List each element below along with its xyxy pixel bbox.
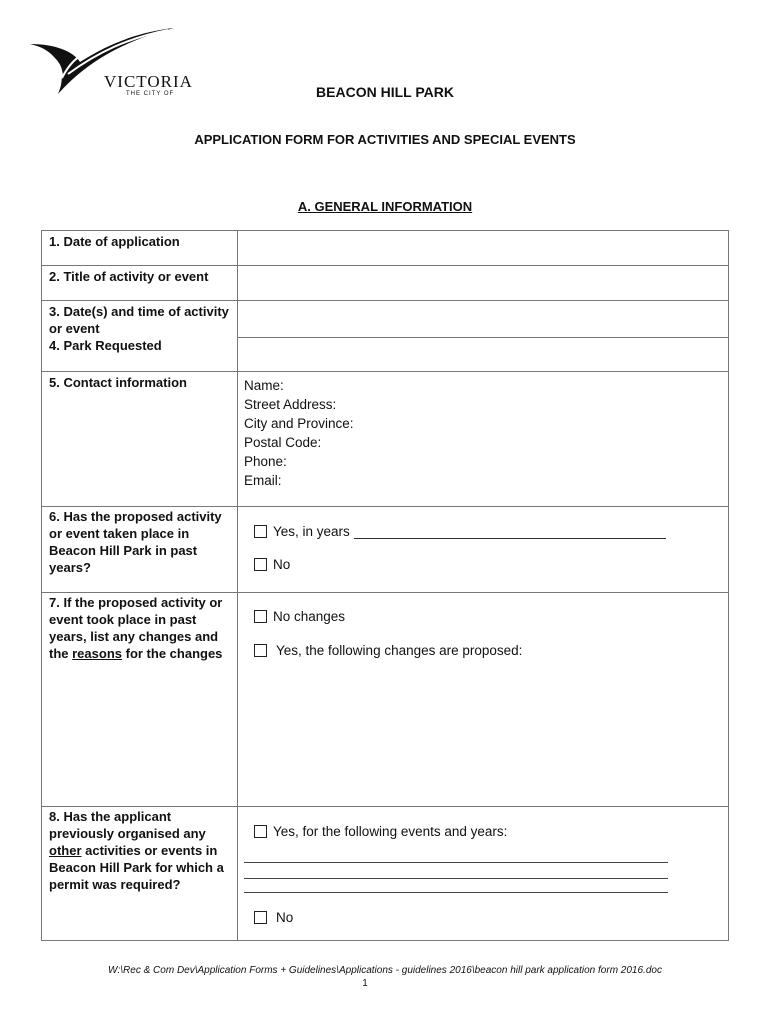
title-of-event-field[interactable] — [238, 266, 729, 301]
events-line-2[interactable] — [244, 878, 668, 879]
option-label: No — [273, 557, 291, 572]
events-line-3[interactable] — [244, 892, 668, 893]
logo-small-text: THE CITY OF — [126, 91, 175, 97]
contact-postal-label: Postal Code: — [244, 434, 322, 450]
question-label: 3. Date(s) and time of activity or event — [42, 301, 238, 338]
form-row-contact — [42, 371, 729, 506]
changes-proposed-checkbox[interactable] — [254, 644, 267, 657]
question-label: 2. Title of activity or event — [42, 266, 238, 301]
option-label: Yes, in years — [273, 524, 350, 539]
page-subtitle: APPLICATION FORM FOR ACTIVITIES AND SPECIAL EVENTS — [194, 132, 576, 147]
park-requested-field[interactable] — [238, 337, 729, 371]
dates-and-time-field[interactable] — [238, 301, 729, 338]
option-yes-in-years — [254, 523, 728, 541]
section-heading: A. GENERAL INFORMATION — [297, 199, 473, 214]
logo-wordmark: VICTORIA — [104, 72, 193, 91]
application-form-table — [41, 230, 729, 941]
option-label: No — [276, 910, 294, 925]
option-no-changes — [254, 608, 728, 626]
no-changes-checkbox[interactable] — [254, 610, 267, 623]
form-row-date-of-application — [42, 231, 729, 266]
contact-email-label: Email: — [244, 472, 282, 488]
option-label: Yes, the following changes are proposed: — [276, 643, 523, 658]
page-title: BEACON HILL PARK — [316, 84, 454, 100]
question-label: 5. Contact information — [42, 371, 238, 506]
footer-file-path: W:\Rec & Com Dev\Application Forms + Guidelines\Applications - guidelines 2016\beacon hill park application form 2016.doc — [108, 965, 662, 976]
option-no — [254, 556, 728, 574]
page-number: 1 — [362, 978, 368, 989]
form-row-other-activities — [42, 806, 729, 940]
date-of-application-field[interactable] — [238, 231, 729, 266]
form-row-park — [42, 337, 729, 371]
contact-information-field[interactable] — [238, 371, 729, 506]
form-row-past-years — [42, 506, 729, 592]
contact-city-label: City and Province: — [244, 415, 354, 431]
option-label: No changes — [273, 609, 346, 624]
contact-name-label: Name: — [244, 377, 284, 393]
question-label: 4. Park Requested — [42, 337, 238, 371]
option-no-previous — [254, 909, 728, 927]
no-checkbox[interactable] — [254, 558, 267, 571]
events-line-1[interactable] — [244, 862, 668, 863]
option-label: Yes, for the following events and years: — [273, 824, 508, 839]
contact-phone-label: Phone: — [244, 453, 287, 469]
yes-in-years-checkbox[interactable] — [254, 525, 267, 538]
option-yes-previous-events — [254, 823, 728, 841]
option-changes-proposed — [254, 642, 728, 660]
years-input-line[interactable] — [354, 525, 666, 539]
contact-street-label: Street Address: — [244, 396, 337, 412]
yes-previous-events-checkbox[interactable] — [254, 825, 267, 838]
question-label: 6. Has the proposed activity or event taken place in Beacon Hill Park in past years? — [42, 506, 238, 592]
question-label: 8. Has the applicant previously organised any other activities or events in Beacon Hill Park for which a permit was required? — [42, 806, 238, 940]
no-previous-checkbox[interactable] — [254, 911, 267, 924]
form-row-title — [42, 266, 729, 301]
question-label: 1. Date of application — [42, 231, 238, 266]
form-row-dates — [42, 301, 729, 338]
question-label: 7. If the proposed activity or event took place in past years, list any changes and the reasons for the changes — [42, 592, 238, 806]
form-row-changes — [42, 592, 729, 806]
